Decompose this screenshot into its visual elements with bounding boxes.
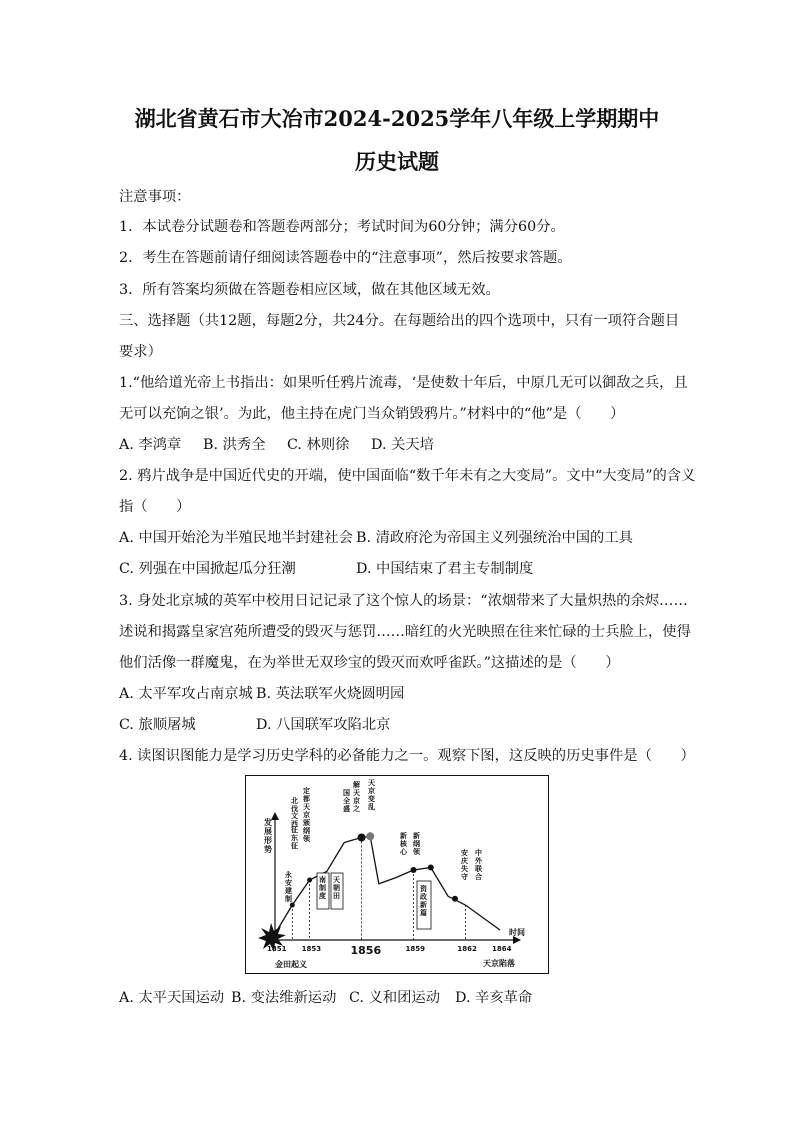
start-annotation: 金田起义 [275,960,307,969]
svg-text:政: 政 [420,893,427,901]
label-new-core [399,831,408,856]
question-4-option-d[interactable]: D. 辛亥革命 [455,990,533,1006]
question-1-option-c[interactable]: C. 林则徐 [287,437,350,453]
svg-text:心: 心 [400,848,407,856]
svg-text:京: 京 [303,811,310,819]
question-4-text: 4. 读图识图能力是学习历史学科的必备能力之一。观察下图，这反映的历史事件是（ ） [119,748,695,764]
question-1-option-d[interactable]: D. 关天培 [371,437,434,453]
svg-text:资: 资 [420,885,427,893]
svg-text:北: 北 [291,797,298,805]
svg-text:解: 解 [353,781,360,789]
end-annotation: 天京陷落 [483,959,515,968]
box-zizheng-text [419,884,428,917]
svg-text:征: 征 [291,826,298,834]
x-axis-label: 时间 [509,928,525,937]
svg-text:天: 天 [353,789,360,797]
svg-text:篇: 篇 [420,909,427,917]
svg-text:南: 南 [319,876,326,884]
svg-text:盛: 盛 [343,805,350,813]
label-north [291,796,298,813]
label-capital [302,786,311,843]
y-axis-label-text [263,817,273,854]
question-4-option-a[interactable]: A. 太平天国运动 [119,990,225,1006]
question-2-text: 2. 鸦片战争是中国近代史的开端，使中国面临“数千年未有之大变局”。文中“大变局”的含义 [119,468,696,484]
data-point [290,903,295,908]
svg-text:领: 领 [413,848,420,856]
svg-text:制: 制 [319,884,326,892]
x-tick-label: 1864 [492,945,512,953]
svg-text:永: 永 [285,871,292,879]
svg-text:纲: 纲 [413,840,420,848]
label-east [291,825,298,850]
svg-text:东: 东 [291,834,298,842]
taiping-development-chart [245,775,550,975]
question-2-option-b[interactable]: B. 清政府沦为帝国主义列强统治中国的工具 [356,530,633,546]
notice-item: 1．本试卷分试题卷和答题卷两部分；考试时间为60分钟；满分60分。 [119,219,565,235]
svg-text:合: 合 [475,873,482,881]
section-heading-cont: 要求） [119,344,162,360]
question-1-option-b[interactable]: B. 洪秀全 [203,437,266,453]
question-4-option-b[interactable]: B. 变法维新运动 [231,990,337,1006]
svg-text:纲: 纲 [303,827,310,835]
data-point [366,832,374,840]
question-3-option-b[interactable]: B. 英法联军火烧圆明园 [256,686,405,702]
question-3-text: 述说和揭露皇家宫苑所遭受的毁灭与惩罚……暗红的火光映照在往来忙碌的士兵脸上，使得 [119,624,691,640]
svg-text:国: 国 [343,789,350,797]
question-2-option-c[interactable]: C. 列强在中国掀起瓜分狂潮 [119,561,296,577]
data-point [358,834,366,842]
svg-text:文: 文 [291,812,298,820]
question-1-text: 1.“他给道光帝上书指出：如果听任鸦片流毒，‘是使数十年后，中原几无可以御敌之兵，且 [119,375,688,391]
x-tick-label: 1856 [350,944,382,957]
svg-text:守: 守 [461,873,468,881]
question-3-option-d[interactable]: D. 八国联军攻陷北京 [256,717,391,733]
box-system-text [319,875,326,900]
question-3-option-a[interactable]: A. 太平军攻占南京城 [119,686,253,702]
data-point [411,867,417,873]
svg-text:朝: 朝 [333,884,340,892]
notice-item: 3．所有答案均须做在答题卷相应区域，做在其他区域无效。 [119,282,500,298]
svg-text:天: 天 [303,803,310,811]
notice-heading: 注意事项： [119,189,191,205]
section-heading: 三、选择题（共12题，每题2分，共24分。在每题给出的四个选项中，只有一项符合题目 [119,313,680,329]
x-tick-label: 1851 [267,945,287,953]
svg-text:新: 新 [420,901,427,909]
svg-text:全: 全 [343,797,350,805]
svg-text:联: 联 [475,865,482,873]
svg-text:京: 京 [353,797,360,805]
svg-text:之: 之 [353,805,360,813]
label-peak [343,788,350,813]
svg-text:展: 展 [264,827,272,836]
svg-text:度: 度 [319,892,326,900]
svg-text:领: 领 [303,835,310,843]
label-incident [368,778,375,811]
svg-text:征: 征 [291,842,298,850]
svg-text:形: 形 [264,836,272,845]
svg-text:建: 建 [285,887,292,895]
svg-text:庆: 庆 [461,857,468,865]
data-point [307,878,312,883]
question-3-text: 3. 身处北京城的英军中校用日记记录了这个惊人的场景：“浓烟带来了大量炽热的余烬…… [119,593,688,609]
y-axis-label [263,817,273,854]
svg-text:安: 安 [285,879,292,887]
question-3-option-c[interactable]: C. 旅顺屠城 [119,717,196,733]
box-field-text [333,875,340,900]
label-anqing [461,848,468,881]
svg-text:中: 中 [475,849,482,857]
svg-text:西: 西 [291,820,298,828]
page-title-line1: 湖北省黄石市大冶市2024-2025学年八年级上学期期中 [134,106,660,131]
svg-text:变: 变 [368,795,375,803]
svg-text:外: 外 [475,857,482,865]
svg-text:田: 田 [333,892,340,900]
question-3-text: 他们活像一群魔鬼，在为举世无双珍宝的毁灭而欢呼雀跃。”这描述的是（ ） [119,655,620,671]
svg-text:定: 定 [303,787,310,795]
svg-text:安: 安 [461,849,468,857]
svg-text:势: 势 [264,845,272,854]
label-alliance [474,848,483,881]
svg-text:天: 天 [333,876,340,884]
svg-text:颁: 颁 [303,819,310,827]
question-2-option-a[interactable]: A. 中国开始沦为半殖民地半封建社会 [119,530,353,546]
label-yongan [284,870,292,903]
svg-text:天: 天 [368,779,375,787]
svg-text:核: 核 [400,840,407,848]
question-1-text: 无可以充饷之银’。为此，他主持在虎门当众销毁鸦片。”材料中的“他”是（ ） [119,406,625,422]
svg-text:新: 新 [413,832,420,840]
svg-text:伐: 伐 [291,805,298,813]
x-tick-label: 1859 [405,945,425,953]
question-2-text: 指（ ） [119,499,191,515]
label-relief [353,780,361,813]
data-point [452,896,458,902]
x-tick-label: 1862 [457,945,477,953]
svg-text:制: 制 [285,895,292,903]
svg-text:发: 发 [264,818,272,827]
svg-text:都: 都 [303,795,310,803]
question-4-option-c[interactable]: C. 义和团运动 [349,990,441,1006]
page-title-line2: 历史试题 [355,149,439,174]
svg-text:乱: 乱 [368,803,375,811]
svg-text:新: 新 [400,832,407,840]
question-2-option-d[interactable]: D. 中国结束了君主专制制度 [356,561,534,577]
question-1-option-a[interactable]: A. 李鸿章 [119,437,182,453]
notice-item: 2．考生在答题前请仔细阅读答题卷中的“注意事项”，然后按要求答题。 [119,250,572,266]
svg-text:京: 京 [368,787,375,795]
svg-text:失: 失 [461,865,468,873]
data-point [428,865,434,871]
x-tick-label: 1853 [301,945,322,953]
label-new-program [412,831,421,856]
